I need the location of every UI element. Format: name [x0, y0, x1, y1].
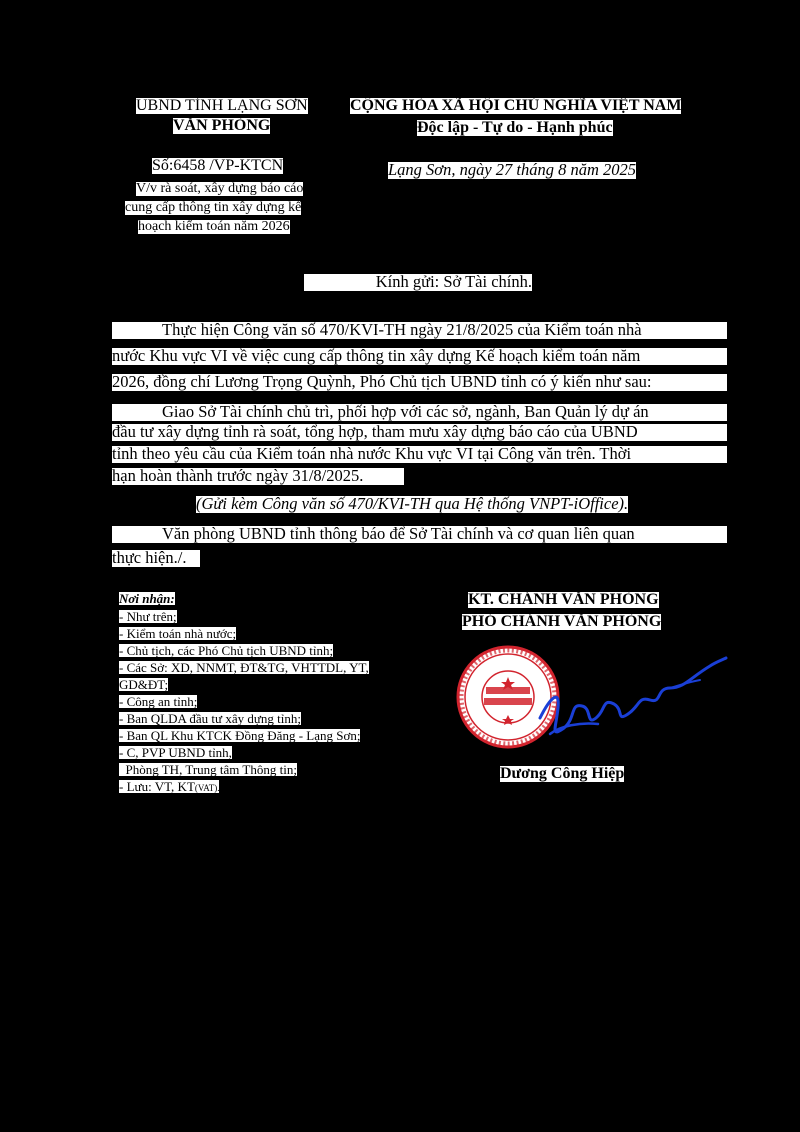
signer-name: Dương Công Hiệp	[500, 765, 625, 782]
handwritten-signature-icon	[520, 648, 730, 748]
body-line: Văn phòng UBND tỉnh thông báo để Sở Tài chính và cơ quan liên quan	[112, 526, 727, 543]
signature-title: KT. CHÁNH VĂN PHÒNG	[468, 591, 659, 608]
nation-title: CỘNG HÒA XÃ HỘI CHỦ NGHĨA VIỆT NAM	[350, 97, 682, 114]
body-line: tỉnh theo yêu cầu của Kiểm toán nhà nước Khu vực VI tại Công văn trên. Thời	[112, 446, 727, 463]
body-line: đầu tư xây dựng tỉnh rà soát, tổng hợp, tham mưu xây dựng báo cáo của UBND	[112, 424, 727, 441]
document-number: Số:6458 /VP-KTCN	[152, 157, 284, 174]
receiver-item: GD&ĐT;	[119, 677, 169, 692]
receiver-item: - Lưu: VT, KT	[119, 779, 195, 794]
body-line: Thực hiện Công văn số 470/KVI-TH ngày 21/8/2025 của Kiểm toán nhà	[112, 322, 727, 339]
subject-line: cung cấp thông tin xây dựng kế	[125, 200, 302, 215]
subject-line: V/v rà soát, xây dựng báo cáo	[136, 181, 304, 196]
body-line: thực hiện./.	[112, 550, 200, 567]
receiver-item: - Kiểm toán nhà nước;	[119, 626, 237, 641]
recipient-line: Kính gửi: Sở Tài chính.	[304, 274, 532, 291]
body-line: nước Khu vực VI về việc cung cấp thông tin xây dựng Kế hoạch kiểm toán năm	[112, 348, 727, 365]
receiver-item-archive	[119, 780, 219, 793]
archive-suffix: (VAT).	[194, 783, 220, 793]
nation-motto: Độc lập - Tự do - Hạnh phúc	[417, 119, 613, 136]
receiver-item: - Như trên;	[119, 609, 177, 624]
receiver-item: - Chủ tịch, các Phó Chủ tịch UBND tỉnh;	[119, 643, 334, 658]
receiver-item: Phòng TH, Trung tâm Thông tin;	[119, 762, 297, 777]
receiver-item: - Công an tỉnh;	[119, 694, 198, 709]
receiver-item: - Ban QL Khu KTCK Đồng Đăng - Lạng Sơn;	[119, 728, 361, 743]
document-date: Lạng Sơn, ngày 27 tháng 8 năm 2025	[388, 160, 637, 179]
org-name: UBND TỈNH LẠNG SƠN	[136, 97, 308, 114]
receiver-item: - Các Sở: XD, NNMT, ĐT&TG, VHTTDL, YT,	[119, 660, 369, 675]
body-line: Giao Sở Tài chính chủ trì, phối hợp với các sở, ngành, Ban Quản lý dự án	[112, 404, 727, 421]
body-line: hạn hoàn thành trước ngày 31/8/2025.	[112, 468, 404, 485]
org-department: VĂN PHÒNG	[173, 117, 271, 134]
attachment-note: (Gửi kèm Công văn số 470/KVI-TH qua Hệ thống VNPT-iOffice).	[196, 494, 629, 513]
body-line: 2026, đồng chí Lương Trọng Quỳnh, Phó Chủ tịch UBND tỉnh có ý kiến như sau:	[112, 374, 727, 391]
receivers-heading: Nơi nhận:	[119, 591, 175, 606]
subject-line: hoạch kiểm toán năm 2026	[138, 219, 290, 234]
receiver-item: - Ban QLDA đầu tư xây dựng tỉnh;	[119, 711, 301, 726]
signature-subtitle: PHÓ CHÁNH VĂN PHÒNG	[462, 613, 662, 630]
receiver-item: - C, PVP UBND tỉnh,	[119, 745, 232, 760]
